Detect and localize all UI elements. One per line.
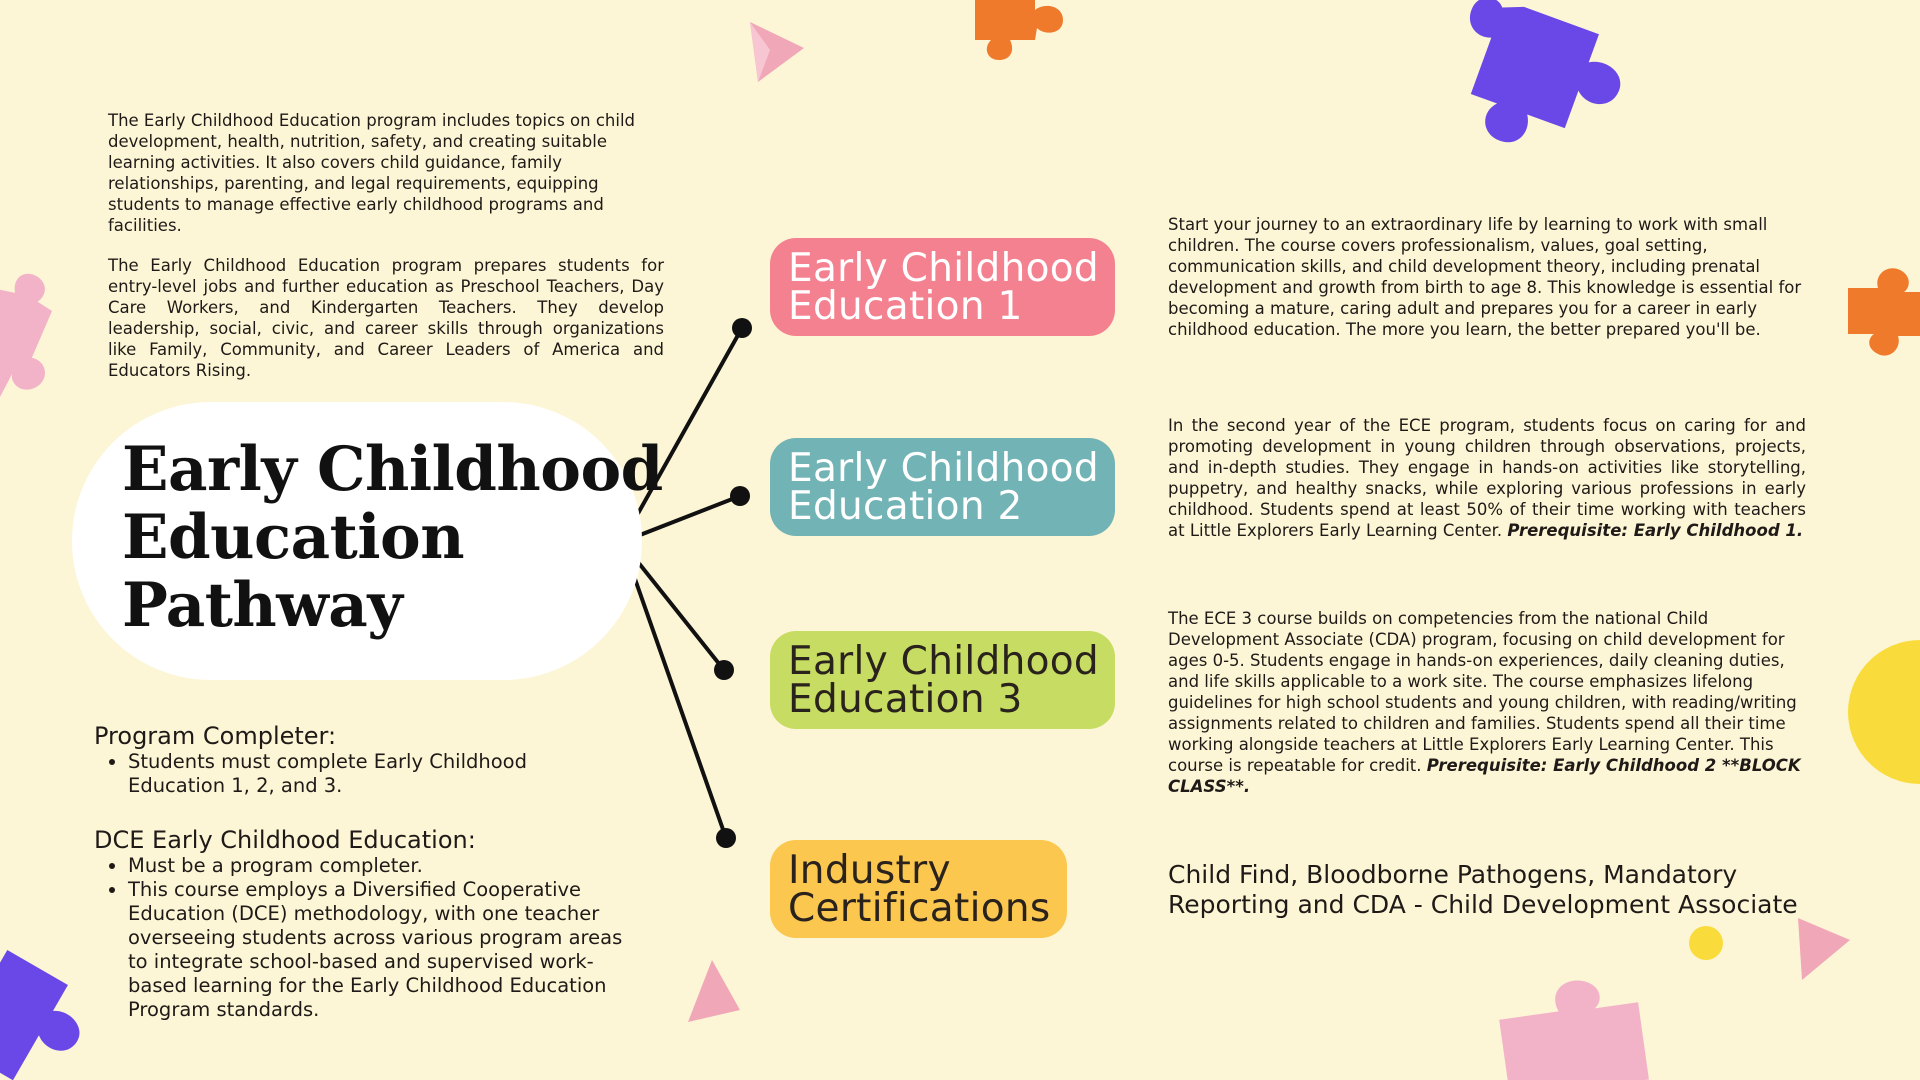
list-item: • Must be a program completer. <box>128 854 634 878</box>
dce-heading: DCE Early Childhood Education: <box>94 826 476 854</box>
course-pill-line-2: Certifications <box>788 886 1051 931</box>
description-text <box>1168 415 1806 541</box>
intro-text <box>108 110 664 381</box>
program-completer-list <box>94 750 614 798</box>
program-completer-section <box>94 722 614 798</box>
page-title-line-3: Pathway <box>122 570 403 641</box>
list-item: • Students must complete Early Childhood Education 1, 2, and 3. <box>128 750 614 798</box>
course-pill-line-1: Early Childhood <box>788 246 1099 291</box>
dce-section <box>94 826 634 1022</box>
program-completer-heading: Program Completer: <box>94 722 337 750</box>
list-item: • This course employs a Diversified Cooperative Education (DCE) methodology, with one teacher overseeing students across various program areas to integrate school-based and supervised work-based learning for the Early Childhood Education Program standards. <box>128 878 634 1022</box>
description-body: In the second year of the ECE program, students focus on caring for and promoting development in young children through observations, projects, and in-depth studies. They engage in hands-on activities like storytelling, puppetry, and healthy snacks, while exploring various professions in early childhood. Students spend at least 50% of their time working with teachers at Little Explorers Early Learning Center. <box>1168 416 1806 540</box>
course-pill-ece2 <box>770 438 1115 536</box>
course-pill-line-2: Education 2 <box>788 484 1023 529</box>
dce-list <box>94 854 634 1022</box>
page-title-line-1: Early Childhood <box>122 434 663 505</box>
prerequisite-text: Prerequisite: Early Childhood 1. <box>1507 521 1804 540</box>
connector-end-dot-4 <box>716 828 736 848</box>
course-pill-line-1: Early Childhood <box>788 639 1099 684</box>
course-pill-industry-certifications <box>770 840 1067 938</box>
course-pill-ece3 <box>770 631 1115 729</box>
prerequisite-text: Prerequisite: Early Childhood 2 **BLOCK CLASS**. <box>1168 756 1801 796</box>
course-pill-line-1: Industry <box>788 848 951 893</box>
description-ece3 <box>1168 608 1820 797</box>
course-pill-line-2: Education 3 <box>788 677 1023 722</box>
connector-end-dot-3 <box>714 660 734 680</box>
course-pill-line-2: Education 1 <box>788 284 1023 329</box>
description-ece2 <box>1168 415 1806 541</box>
industry-certifications-list: Child Find, Bloodborne Pathogens, Mandatory Reporting and CDA - Child Development Associate <box>1168 860 1798 919</box>
connector-end-dot-1 <box>732 318 752 338</box>
description-text <box>1168 608 1820 797</box>
intro-paragraph-2: The Early Childhood Education program prepares students for entry-level jobs and further education as Preschool Teachers, Day Care Workers, and Kindergarten Teachers. They develop leadership, social, civic, and career skills through organizations like Family, Community, and Career Leaders of America and Educators Rising. <box>108 256 664 380</box>
page-title-line-2: Education <box>122 502 465 573</box>
description-ece1 <box>1168 214 1824 340</box>
description-body: The ECE 3 course builds on competencies from the national Child Development Associate (CDA) program, focusing on child development for ages 0-5. Students engage in hands-on experiences, daily cleaning duties, and life skills applicable to a work site. The course emphasizes lifelong guidelines for high school students and young children, with reading/writing assignments related to children and families. Students spend all their time working alongside teachers at Little Explorers Early Learning Center. This course is repeatable for credit. <box>1168 609 1797 775</box>
connector-end-dot-2 <box>730 486 750 506</box>
course-pill-line-1: Early Childhood <box>788 446 1099 491</box>
intro-paragraph-1: The Early Childhood Education program includes topics on child development, health, nutrition, safety, and creating suitable learning activities. It also covers child guidance, family relationships, parenting, and legal requirements, equipping students to manage effective early childhood programs and facilities. <box>108 111 636 235</box>
page-title <box>122 436 663 640</box>
course-pill-ece1 <box>770 238 1115 336</box>
description-text: Start your journey to an extraordinary life by learning to work with small children. The course covers professionalism, values, goal setting, communication skills, and child development theory, including prenatal development and growth from birth to age 8. This knowledge is essential for becoming a mature, caring adult and prepares you for a career in early childhood education. The more you learn, the better prepared you'll be. <box>1168 215 1802 339</box>
